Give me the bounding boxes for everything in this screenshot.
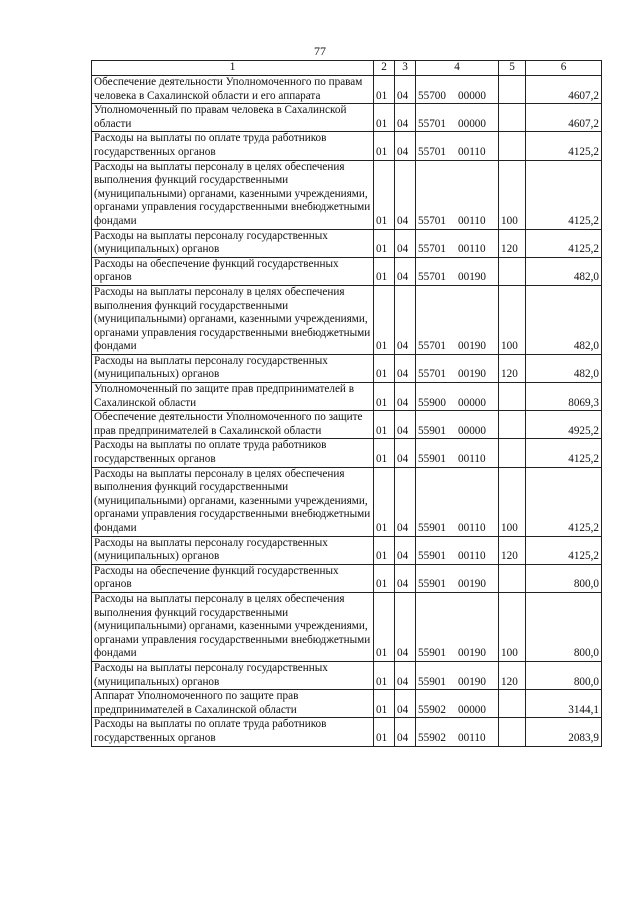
row-section: 01	[374, 104, 395, 132]
row-subsection: 04	[395, 439, 416, 467]
row-program-code: 55701	[418, 340, 446, 353]
table-row	[92, 536, 602, 564]
table-row	[92, 132, 602, 160]
row-subsection: 04	[395, 257, 416, 285]
row-amount: 4125,2	[526, 536, 602, 564]
table-header-row	[92, 61, 602, 76]
row-program-code: 55900	[418, 396, 446, 409]
table-row	[92, 718, 602, 746]
row-amount: 482,0	[526, 285, 602, 354]
row-target-article	[416, 718, 499, 746]
row-target-article	[416, 104, 499, 132]
table-row	[92, 592, 602, 661]
row-expense-type: 120	[499, 354, 526, 382]
row-section: 01	[374, 160, 395, 229]
row-subsection: 04	[395, 411, 416, 439]
row-section: 01	[374, 536, 395, 564]
row-direction-code: 00190	[458, 578, 486, 591]
row-expense-type	[499, 383, 526, 411]
row-name: Расходы на выплаты персоналу в целях обеспечения выполнения функций государственными (муниципальными) органами, казенными учреждениями, органами управления государственными внебюджетными фондами	[92, 285, 374, 354]
row-target-article	[416, 564, 499, 592]
row-program-code: 55901	[418, 675, 446, 688]
row-direction-code: 00110	[458, 731, 486, 744]
row-program-code: 55902	[418, 731, 446, 744]
row-subsection: 04	[395, 229, 416, 257]
row-program-code: 55902	[418, 703, 446, 716]
row-section: 01	[374, 592, 395, 661]
row-target-article	[416, 354, 499, 382]
row-direction-code: 00000	[458, 703, 486, 716]
row-direction-code: 00110	[458, 453, 486, 466]
row-subsection: 04	[395, 383, 416, 411]
row-amount: 800,0	[526, 564, 602, 592]
row-direction-code: 00190	[458, 675, 486, 688]
row-expense-type	[499, 257, 526, 285]
table-row	[92, 160, 602, 229]
row-expense-type	[499, 104, 526, 132]
row-amount: 2083,9	[526, 718, 602, 746]
column-header: 2	[374, 61, 395, 76]
row-amount: 482,0	[526, 257, 602, 285]
row-amount: 3144,1	[526, 690, 602, 718]
column-header: 3	[395, 61, 416, 76]
row-amount: 4125,2	[526, 160, 602, 229]
row-amount: 800,0	[526, 592, 602, 661]
row-section: 01	[374, 229, 395, 257]
row-direction-code: 00190	[458, 647, 486, 660]
row-section: 01	[374, 285, 395, 354]
row-target-article	[416, 229, 499, 257]
row-program-code: 55701	[418, 117, 446, 130]
column-header: 6	[526, 61, 602, 76]
row-direction-code: 00190	[458, 271, 486, 284]
row-target-article	[416, 257, 499, 285]
row-section: 01	[374, 411, 395, 439]
row-program-code: 55701	[418, 243, 446, 256]
row-program-code: 55701	[418, 368, 446, 381]
row-target-article	[416, 76, 499, 104]
table-row	[92, 354, 602, 382]
table-row	[92, 104, 602, 132]
row-section: 01	[374, 383, 395, 411]
row-expense-type: 120	[499, 536, 526, 564]
row-program-code: 55901	[418, 424, 446, 437]
row-direction-code: 00000	[458, 117, 486, 130]
row-name: Расходы на обеспечение функций государственных органов	[92, 564, 374, 592]
row-target-article	[416, 411, 499, 439]
row-expense-type: 120	[499, 229, 526, 257]
row-subsection: 04	[395, 536, 416, 564]
table-row	[92, 690, 602, 718]
row-program-code: 55901	[418, 578, 446, 591]
row-subsection: 04	[395, 76, 416, 104]
row-name: Расходы на выплаты персоналу в целях обеспечения выполнения функций государственными (муниципальными) органами, казенными учреждениями, органами управления государственными внебюджетными фондами	[92, 592, 374, 661]
row-target-article	[416, 383, 499, 411]
row-expense-type: 100	[499, 592, 526, 661]
row-name: Расходы на выплаты персоналу государственных (муниципальных) органов	[92, 229, 374, 257]
row-name: Расходы на выплаты по оплате труда работников государственных органов	[92, 132, 374, 160]
row-subsection: 04	[395, 592, 416, 661]
row-expense-type	[499, 439, 526, 467]
row-amount: 4125,2	[526, 229, 602, 257]
row-direction-code: 00000	[458, 396, 486, 409]
table-row	[92, 439, 602, 467]
row-program-code: 55701	[418, 145, 446, 158]
row-name: Расходы на выплаты персоналу государственных (муниципальных) органов	[92, 661, 374, 689]
row-section: 01	[374, 132, 395, 160]
row-target-article	[416, 592, 499, 661]
row-name: Обеспечение деятельности Уполномоченного по защите прав предпринимателей в Сахалинской области	[92, 411, 374, 439]
row-name: Расходы на выплаты персоналу в целях обеспечения выполнения функций государственными (муниципальными) органами, казенными учреждениями, органами управления государственными внебюджетными фондами	[92, 160, 374, 229]
page-number: 77	[314, 44, 326, 58]
row-program-code: 55701	[418, 271, 446, 284]
row-program-code: 55901	[418, 550, 446, 563]
row-subsection: 04	[395, 467, 416, 536]
row-subsection: 04	[395, 690, 416, 718]
row-name: Расходы на выплаты по оплате труда работников государственных органов	[92, 439, 374, 467]
row-program-code: 55700	[418, 89, 446, 102]
row-target-article	[416, 132, 499, 160]
row-direction-code: 00110	[458, 145, 486, 158]
row-amount: 4607,2	[526, 76, 602, 104]
row-expense-type: 100	[499, 467, 526, 536]
row-name: Уполномоченный по защите прав предпринимателей в Сахалинской области	[92, 383, 374, 411]
row-section: 01	[374, 718, 395, 746]
row-name: Расходы на выплаты персоналу государственных (муниципальных) органов	[92, 536, 374, 564]
row-expense-type: 100	[499, 160, 526, 229]
row-direction-code: 00190	[458, 340, 486, 353]
row-subsection: 04	[395, 354, 416, 382]
row-expense-type	[499, 690, 526, 718]
row-section: 01	[374, 257, 395, 285]
row-expense-type	[499, 411, 526, 439]
row-subsection: 04	[395, 160, 416, 229]
row-expense-type: 120	[499, 661, 526, 689]
row-name: Расходы на выплаты по оплате труда работников государственных органов	[92, 718, 374, 746]
column-header: 1	[92, 61, 374, 76]
row-amount: 800,0	[526, 661, 602, 689]
row-direction-code: 00000	[458, 424, 486, 437]
row-direction-code: 00110	[458, 522, 486, 534]
row-subsection: 04	[395, 661, 416, 689]
table-row	[92, 564, 602, 592]
row-target-article	[416, 439, 499, 467]
row-name: Уполномоченный по правам человека в Сахалинской области	[92, 104, 374, 132]
row-target-article	[416, 467, 499, 536]
row-target-article	[416, 160, 499, 229]
table-row	[92, 285, 602, 354]
row-expense-type: 100	[499, 285, 526, 354]
row-section: 01	[374, 661, 395, 689]
row-expense-type	[499, 132, 526, 160]
row-name: Расходы на выплаты персоналу государственных (муниципальных) органов	[92, 354, 374, 382]
row-subsection: 04	[395, 104, 416, 132]
row-program-code: 55701	[418, 214, 446, 227]
column-header: 4	[416, 61, 499, 76]
row-expense-type	[499, 718, 526, 746]
row-program-code: 55901	[418, 647, 446, 660]
row-target-article	[416, 690, 499, 718]
row-name: Расходы на выплаты персоналу в целях обеспечения выполнения функций государственными (муниципальными) органами, казенными учреждениями, органами управления государственными внебюджетными фондами	[92, 467, 374, 536]
table-row	[92, 76, 602, 104]
table-row	[92, 467, 602, 536]
row-amount: 4125,2	[526, 467, 602, 536]
row-section: 01	[374, 439, 395, 467]
budget-table	[91, 60, 602, 747]
row-name: Обеспечение деятельности Уполномоченного по правам человека в Сахалинской области и его аппарата	[92, 76, 374, 104]
row-amount: 482,0	[526, 354, 602, 382]
row-target-article	[416, 536, 499, 564]
row-amount: 4125,2	[526, 439, 602, 467]
row-expense-type	[499, 564, 526, 592]
row-expense-type	[499, 76, 526, 104]
row-name: Аппарат Уполномоченного по защите прав предпринимателей в Сахалинской области	[92, 690, 374, 718]
row-subsection: 04	[395, 132, 416, 160]
row-direction-code: 00000	[458, 89, 486, 102]
row-target-article	[416, 661, 499, 689]
table-row	[92, 257, 602, 285]
row-name: Расходы на обеспечение функций государственных органов	[92, 257, 374, 285]
row-subsection: 04	[395, 285, 416, 354]
row-amount: 4925,2	[526, 411, 602, 439]
row-section: 01	[374, 564, 395, 592]
row-section: 01	[374, 690, 395, 718]
table-row	[92, 229, 602, 257]
row-amount: 4607,2	[526, 104, 602, 132]
row-subsection: 04	[395, 718, 416, 746]
row-subsection: 04	[395, 564, 416, 592]
row-target-article	[416, 285, 499, 354]
row-program-code: 55901	[418, 522, 446, 534]
row-direction-code: 00110	[458, 243, 486, 256]
table-row	[92, 661, 602, 689]
column-header: 5	[499, 61, 526, 76]
table-row	[92, 411, 602, 439]
row-amount: 8069,3	[526, 383, 602, 411]
row-section: 01	[374, 354, 395, 382]
row-section: 01	[374, 467, 395, 536]
row-direction-code: 00110	[458, 214, 486, 227]
row-direction-code: 00110	[458, 550, 486, 563]
row-program-code: 55901	[418, 453, 446, 466]
row-direction-code: 00190	[458, 368, 486, 381]
row-amount: 4125,2	[526, 132, 602, 160]
table-row	[92, 383, 602, 411]
row-section: 01	[374, 76, 395, 104]
